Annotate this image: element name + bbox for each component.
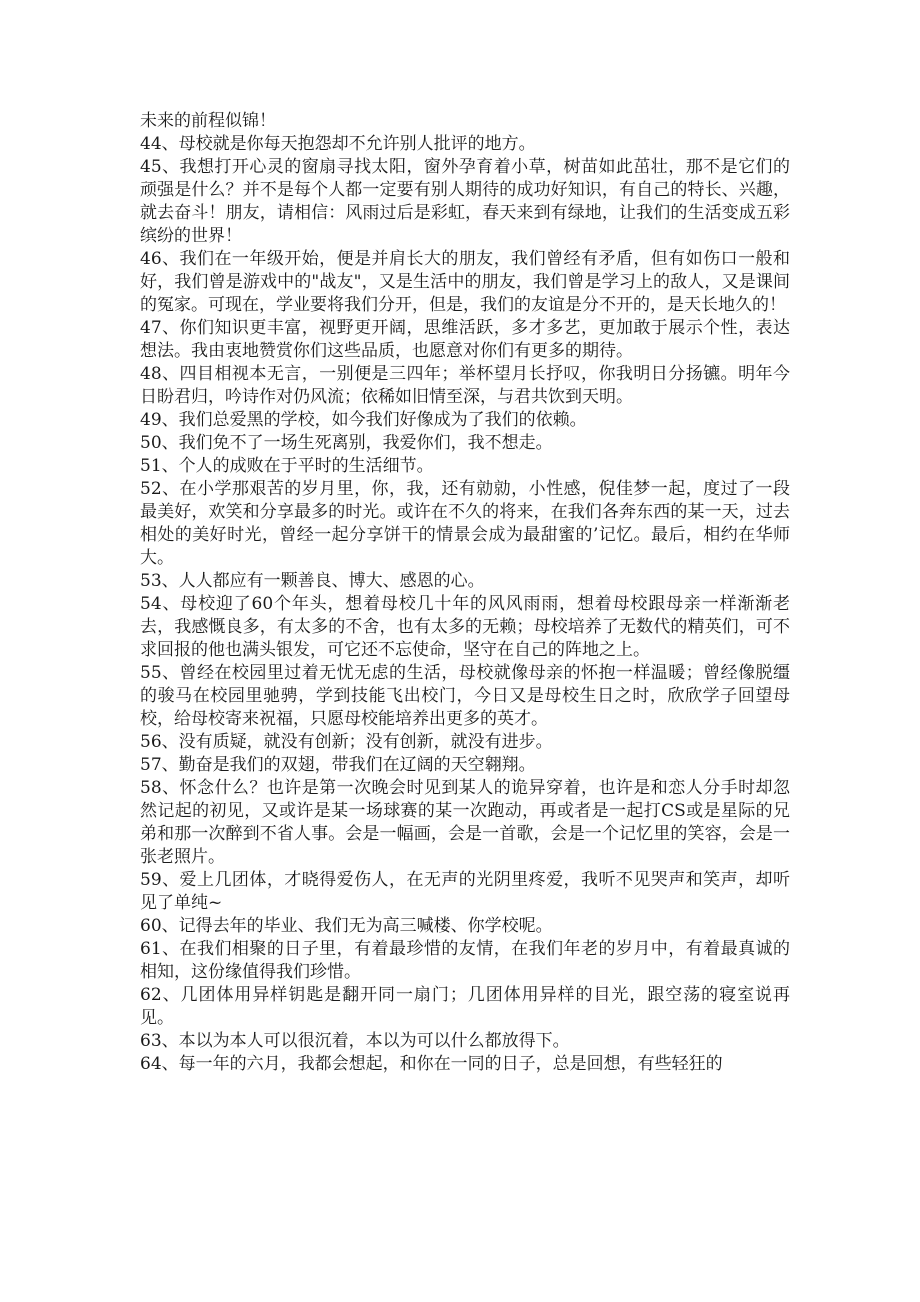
- paragraph-63: 63、本以为本人可以很沉着，本以为可以什么都放得下。: [140, 1031, 570, 1051]
- paragraph-57: 57、勤奋是我们的双翅，带我们在辽阔的天空翱翔。: [140, 755, 536, 775]
- paragraph-60: 60、记得去年的毕业、我们无为高三喊楼、你学校呢。: [140, 916, 553, 936]
- paragraph-50: 50、我们免不了一场生死离别，我爱你们，我不想走。: [140, 433, 553, 453]
- paragraph-53: 53、人人都应有一颗善良、博大、感恩的心。: [140, 571, 485, 591]
- paragraph-52: 52、在小学那艰苦的岁月里，你，我，还有勍勍，小性感，倪佳梦一起，度过了一段最美好，欢笑和分享最多的时光。或许在不久的将来，在我们各奔东西的某一天，过去相处的美好时光，曾经一起分享饼干的情景会成为最甜蜜的’记忆。最后，相约在华师大。: [140, 479, 790, 568]
- paragraph-64: 64、每一年的六月，我都会想起，和你在一同的日子，总是回想，有些轻狂的: [140, 1054, 723, 1074]
- paragraph-49: 49、我们总爱黑的学校，如今我们好像成为了我们的依赖。: [140, 410, 587, 430]
- paragraph-51: 51、个人的成败在于平时的生活细节。: [140, 456, 434, 476]
- paragraph-45: 45、我想打开心灵的窗扇寻找太阳，窗外孕育着小草，树苗如此茁壮，那不是它们的顽强是什么？并不是每个人都一定要有别人期待的成功好知识，有自己的特长、兴趣，就去奋斗！朋友，请相信：风雨过后是彩虹，春天来到有绿地，让我们的生活变成五彩缤纷的世界！: [140, 157, 790, 246]
- paragraph-62: 62、几团体用异样钥匙是翻开同一扇门；几团体用异样的目光，跟空荡的寝室说再见。: [140, 985, 790, 1028]
- paragraph-61: 61、在我们相聚的日子里，有着最珍惜的友情，在我们年老的岁月中，有着最真诚的相知，这份缘值得我们珍惜。: [140, 939, 790, 982]
- paragraph-56: 56、没有质疑，就没有创新；没有创新，就没有进步。: [140, 732, 553, 752]
- paragraph-continuation: 未来的前程似锦！: [140, 111, 276, 131]
- paragraph-47: 47、你们知识更丰富，视野更开阔，思维活跃，多才多艺，更加敢于展示个性，表达想法。我由衷地赞赏你们这些品质，也愿意对你们有更多的期待。: [140, 318, 790, 361]
- paragraph-55: 55、曾经在校园里过着无忧无虑的生活，母校就像母亲的怀抱一样温暖；曾经像脱缰的骏马在校园里驰骋，学到技能飞出校门，今日又是母校生日之时，欣欣学子回望母校，给母校寄来祝福，只愿母校能培养出更多的英才。: [140, 663, 790, 729]
- paragraph-58: 58、怀念什么？也许是第一次晚会时见到某人的诡异穿着，也许是和恋人分手时却忽然记起的初见，又或许是某一场球赛的某一次跑动，再或者是一起打CS或是星际的兄弟和那一次醉到不省人事。会是一幅画，会是一首歌，会是一个记忆里的笑容，会是一张老照片。: [140, 778, 790, 867]
- paragraph-44: 44、母校就是你每天抱怨却不允许别人批评的地方。: [140, 134, 536, 154]
- paragraph-54: 54、母校迎了60个年头，想着母校几十年的风风雨雨，想着母校跟母亲一样渐渐老去，我感慨良多，有太多的不舍，也有太多的无赖；母校培养了无数代的精英们，可不求回报的他也满头银发，可它还不忘使命，坚守在自己的阵地之上。: [140, 594, 790, 660]
- paragraph-59: 59、爱上几团体，才晓得爱伤人，在无声的光阴里疼爱，我听不见哭声和笑声，却听见了单纯~: [140, 870, 790, 913]
- paragraph-48: 48、四目相视本无言，一别便是三四年；举杯望月长抒叹，你我明日分扬镳。明年今日盼君归，吟诗作对仍风流；依稀如旧情至深，与君共饮到天明。: [140, 364, 790, 407]
- paragraph-46: 46、我们在一年级开始，便是并肩长大的朋友，我们曾经有矛盾，但有如伤口一般和好，我们曾是游戏中的"战友"，又是生活中的朋友，我们曾是学习上的敌人，又是课间的冤家。可现在，学业要将我们分开，但是，我们的友谊是分不开的，是天长地久的！: [140, 249, 790, 315]
- document-body: [140, 110, 790, 1076]
